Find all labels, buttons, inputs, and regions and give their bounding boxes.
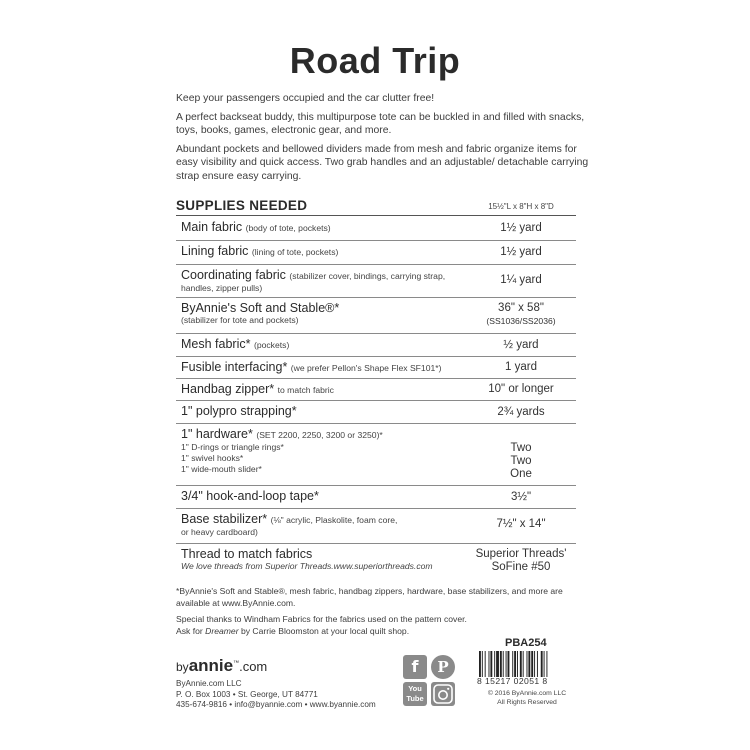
logo-by: by: [176, 660, 189, 674]
hardware-quantity: Two: [510, 442, 532, 454]
barcode-bar: [544, 651, 545, 677]
supply-row: [176, 298, 576, 334]
barcode-bar: [482, 651, 483, 677]
supply-quantity: 1 yard: [505, 361, 537, 373]
supply-name: Mesh fabric*: [181, 337, 251, 351]
hardware-item: 1" wide-mouth slider*: [181, 464, 262, 474]
company-address: [176, 679, 376, 711]
supply-quantity: ½ yard: [503, 339, 539, 351]
thanks-line-1: Special thanks to Windham Fabrics for the fabrics used on the pattern cover.: [176, 614, 467, 624]
supply-quantity: [466, 548, 576, 574]
supply-row: [176, 486, 576, 509]
supply-label: [181, 427, 481, 475]
supply-row: [176, 334, 576, 357]
supply-name: Thread to match fabrics: [181, 547, 313, 561]
barcode-bar: [494, 651, 495, 677]
availability-footnote: *ByAnnie's Soft and Stable®, mesh fabric, handbag zippers, hardware, base stabilizers, and more are available at www.ByAnnie.com.: [176, 586, 563, 608]
supply-quantity: 2¾ yards: [497, 406, 545, 418]
supply-quantity: 1½ yard: [500, 222, 542, 234]
instagram-icon[interactable]: [431, 682, 455, 706]
supply-label: [181, 512, 481, 538]
barcode-bar: [537, 651, 538, 677]
barcode-bar: [489, 651, 490, 677]
supply-label: [181, 489, 481, 503]
pattern-sku: PBA254: [505, 637, 547, 649]
supply-quantity: [466, 302, 576, 328]
copyright-line: © 2016 ByAnnie.com LLC: [487, 690, 567, 697]
fabric-line-name: Dreamer: [205, 625, 239, 636]
thanks-line-2: [176, 626, 596, 638]
address-line: ByAnnie.com LLC: [176, 679, 242, 688]
byannie-logo: [176, 656, 267, 676]
page-title: Road Trip: [289, 40, 461, 81]
supply-note: (stabilizer cover, bindings, carrying strap,: [289, 271, 446, 281]
supply-quantity: 1¼ yard: [500, 274, 542, 286]
supply-quantity-sub: SoFine #50: [491, 561, 551, 573]
supply-name: Fusible interfacing*: [181, 360, 288, 374]
supplies-heading: SUPPLIES NEEDED: [176, 198, 308, 213]
supply-label: [181, 382, 481, 397]
logo-tm: ™: [233, 660, 240, 667]
supply-label: [181, 547, 481, 572]
hardware-item: 1" D-rings or triangle rings*: [181, 442, 284, 452]
instagram-glyph: [431, 682, 455, 706]
barcode-bar: [479, 651, 481, 677]
copyright: [478, 689, 576, 707]
address-line: 435-674-9816 • info@byannie.com • www.byannie.com: [176, 700, 376, 709]
barcode-number: 8 15217 02051 8: [477, 676, 548, 686]
copyright-line: All Rights Reserved: [497, 699, 557, 706]
barcode-bar: [506, 651, 507, 677]
logo-dotcom: .com: [239, 659, 268, 674]
supply-quantity: 7½" x 14": [496, 518, 546, 530]
supply-label: [181, 220, 481, 235]
supply-note: (lining of tote, pockets): [251, 247, 339, 257]
barcode-bar: [508, 651, 510, 677]
supply-note: (SET 2200, 2250, 3200 or 3250)*: [256, 430, 383, 440]
supply-note: to match fabric: [277, 385, 334, 395]
thanks-line-2-post: by Carrie Bloomston at your local quilt shop.: [238, 625, 410, 636]
supply-row: [176, 544, 576, 578]
supply-note: (we prefer Pellon's Shape Flex SF101*): [290, 363, 442, 373]
logo-annie: annie: [188, 656, 234, 675]
supply-label: [181, 337, 481, 352]
barcode-bar: [503, 651, 504, 677]
supply-row: [176, 357, 576, 379]
youtube-icon-text-bottom: Tube: [406, 694, 424, 703]
supply-name: 1" polypro strapping*: [181, 404, 297, 418]
supply-name: 3/4" hook-and-loop tape*: [181, 489, 319, 503]
supply-row: [176, 424, 576, 486]
supply-name: Coordinating fabric: [181, 268, 286, 282]
supply-note-line2: handles, zipper pulls): [181, 283, 263, 293]
thanks-line-2-pre: Ask for: [176, 625, 206, 636]
barcode-bar: [541, 651, 543, 677]
supply-name: Lining fabric: [181, 244, 249, 258]
supply-name: ByAnnie's Soft and Stable®*: [181, 301, 340, 315]
supply-quantity: 10" or longer: [488, 383, 554, 395]
supply-note-line2: (stabilizer for tote and pockets): [181, 315, 299, 325]
supply-name: Handbag zipper*: [181, 382, 275, 396]
barcode-bar: [520, 651, 522, 677]
barcode-bar: [490, 651, 492, 677]
barcode-bar: [546, 651, 547, 677]
supply-note: (body of tote, pockets): [245, 223, 331, 233]
barcode-bar: [514, 651, 516, 677]
intro-paragraph-3: Abundant pockets and bellowed dividers made from mesh and fabric organize items for easy visibility and quick access. Two grab handles and an adjustable/ detachable carrying strap ensure easy carrying.: [176, 143, 589, 182]
upc-barcode: [478, 651, 574, 677]
hardware-quantity: One: [510, 468, 532, 480]
barcode-bar: [523, 651, 524, 677]
barcode-bar: [500, 651, 502, 677]
intro-text: [176, 92, 596, 189]
hardware-quantity: Two: [510, 455, 532, 467]
supply-quantity-sub: (SS1036/SS2036): [486, 316, 556, 326]
supply-row: [176, 265, 576, 298]
supply-row: [176, 217, 576, 241]
supply-note: (⅛" acrylic, Plaskolite, foam core,: [270, 515, 398, 525]
supply-row: [176, 509, 576, 544]
supplies-header: [176, 196, 576, 216]
barcode-bar: [517, 651, 518, 677]
supply-quantity: 3½": [510, 491, 532, 503]
youtube-icon[interactable]: [403, 682, 427, 706]
facebook-icon[interactable]: f: [403, 655, 427, 679]
supply-quantity-main: 36" x 58": [498, 302, 544, 314]
youtube-icon-text-top: You: [408, 684, 422, 693]
supply-quantity: [466, 442, 576, 481]
barcode-bar: [531, 651, 533, 677]
hardware-item: 1" swivel hooks*: [181, 453, 244, 463]
supply-label: [181, 244, 481, 259]
supply-label: [181, 268, 481, 294]
barcode-bar: [534, 651, 535, 677]
supply-quantity: 1½ yard: [500, 246, 542, 258]
supply-row: [176, 241, 576, 265]
address-line: P. O. Box 1003 • St. George, UT 84771: [176, 689, 318, 699]
barcode-bar: [512, 651, 513, 677]
barcode-bar: [496, 651, 499, 677]
intro-paragraph-1: Keep your passengers occupied and the car clutter free!: [176, 93, 435, 104]
thread-note: We love threads from Superior Threads.www.superiorthreads.com: [181, 561, 433, 571]
barcode-bar: [528, 651, 530, 677]
supply-name: Base stabilizer*: [181, 512, 268, 526]
supply-row: [176, 401, 576, 424]
supply-note-line2: or heavy cardboard): [181, 527, 258, 537]
supply-quantity-main: Superior Threads': [475, 548, 567, 560]
barcode-bar: [527, 651, 528, 677]
supply-note: (pockets): [253, 340, 290, 350]
intro-paragraph-2: A perfect backseat buddy, this multipurpose tote can be buckled in and filled with snacks, toys, books, games, electronic gear, and more.: [176, 111, 585, 137]
barcode-bar: [485, 651, 486, 677]
supply-label: [181, 301, 481, 326]
pinterest-icon[interactable]: P: [431, 655, 455, 679]
supply-row: [176, 379, 576, 401]
supply-name: Main fabric: [181, 220, 243, 234]
finished-dimensions: 15½"L x 8"H x 8"D: [488, 202, 554, 211]
supply-label: [181, 404, 481, 418]
supply-label: [181, 360, 481, 375]
thanks-footnote: [176, 614, 596, 637]
supply-name: 1" hardware*: [181, 427, 253, 441]
